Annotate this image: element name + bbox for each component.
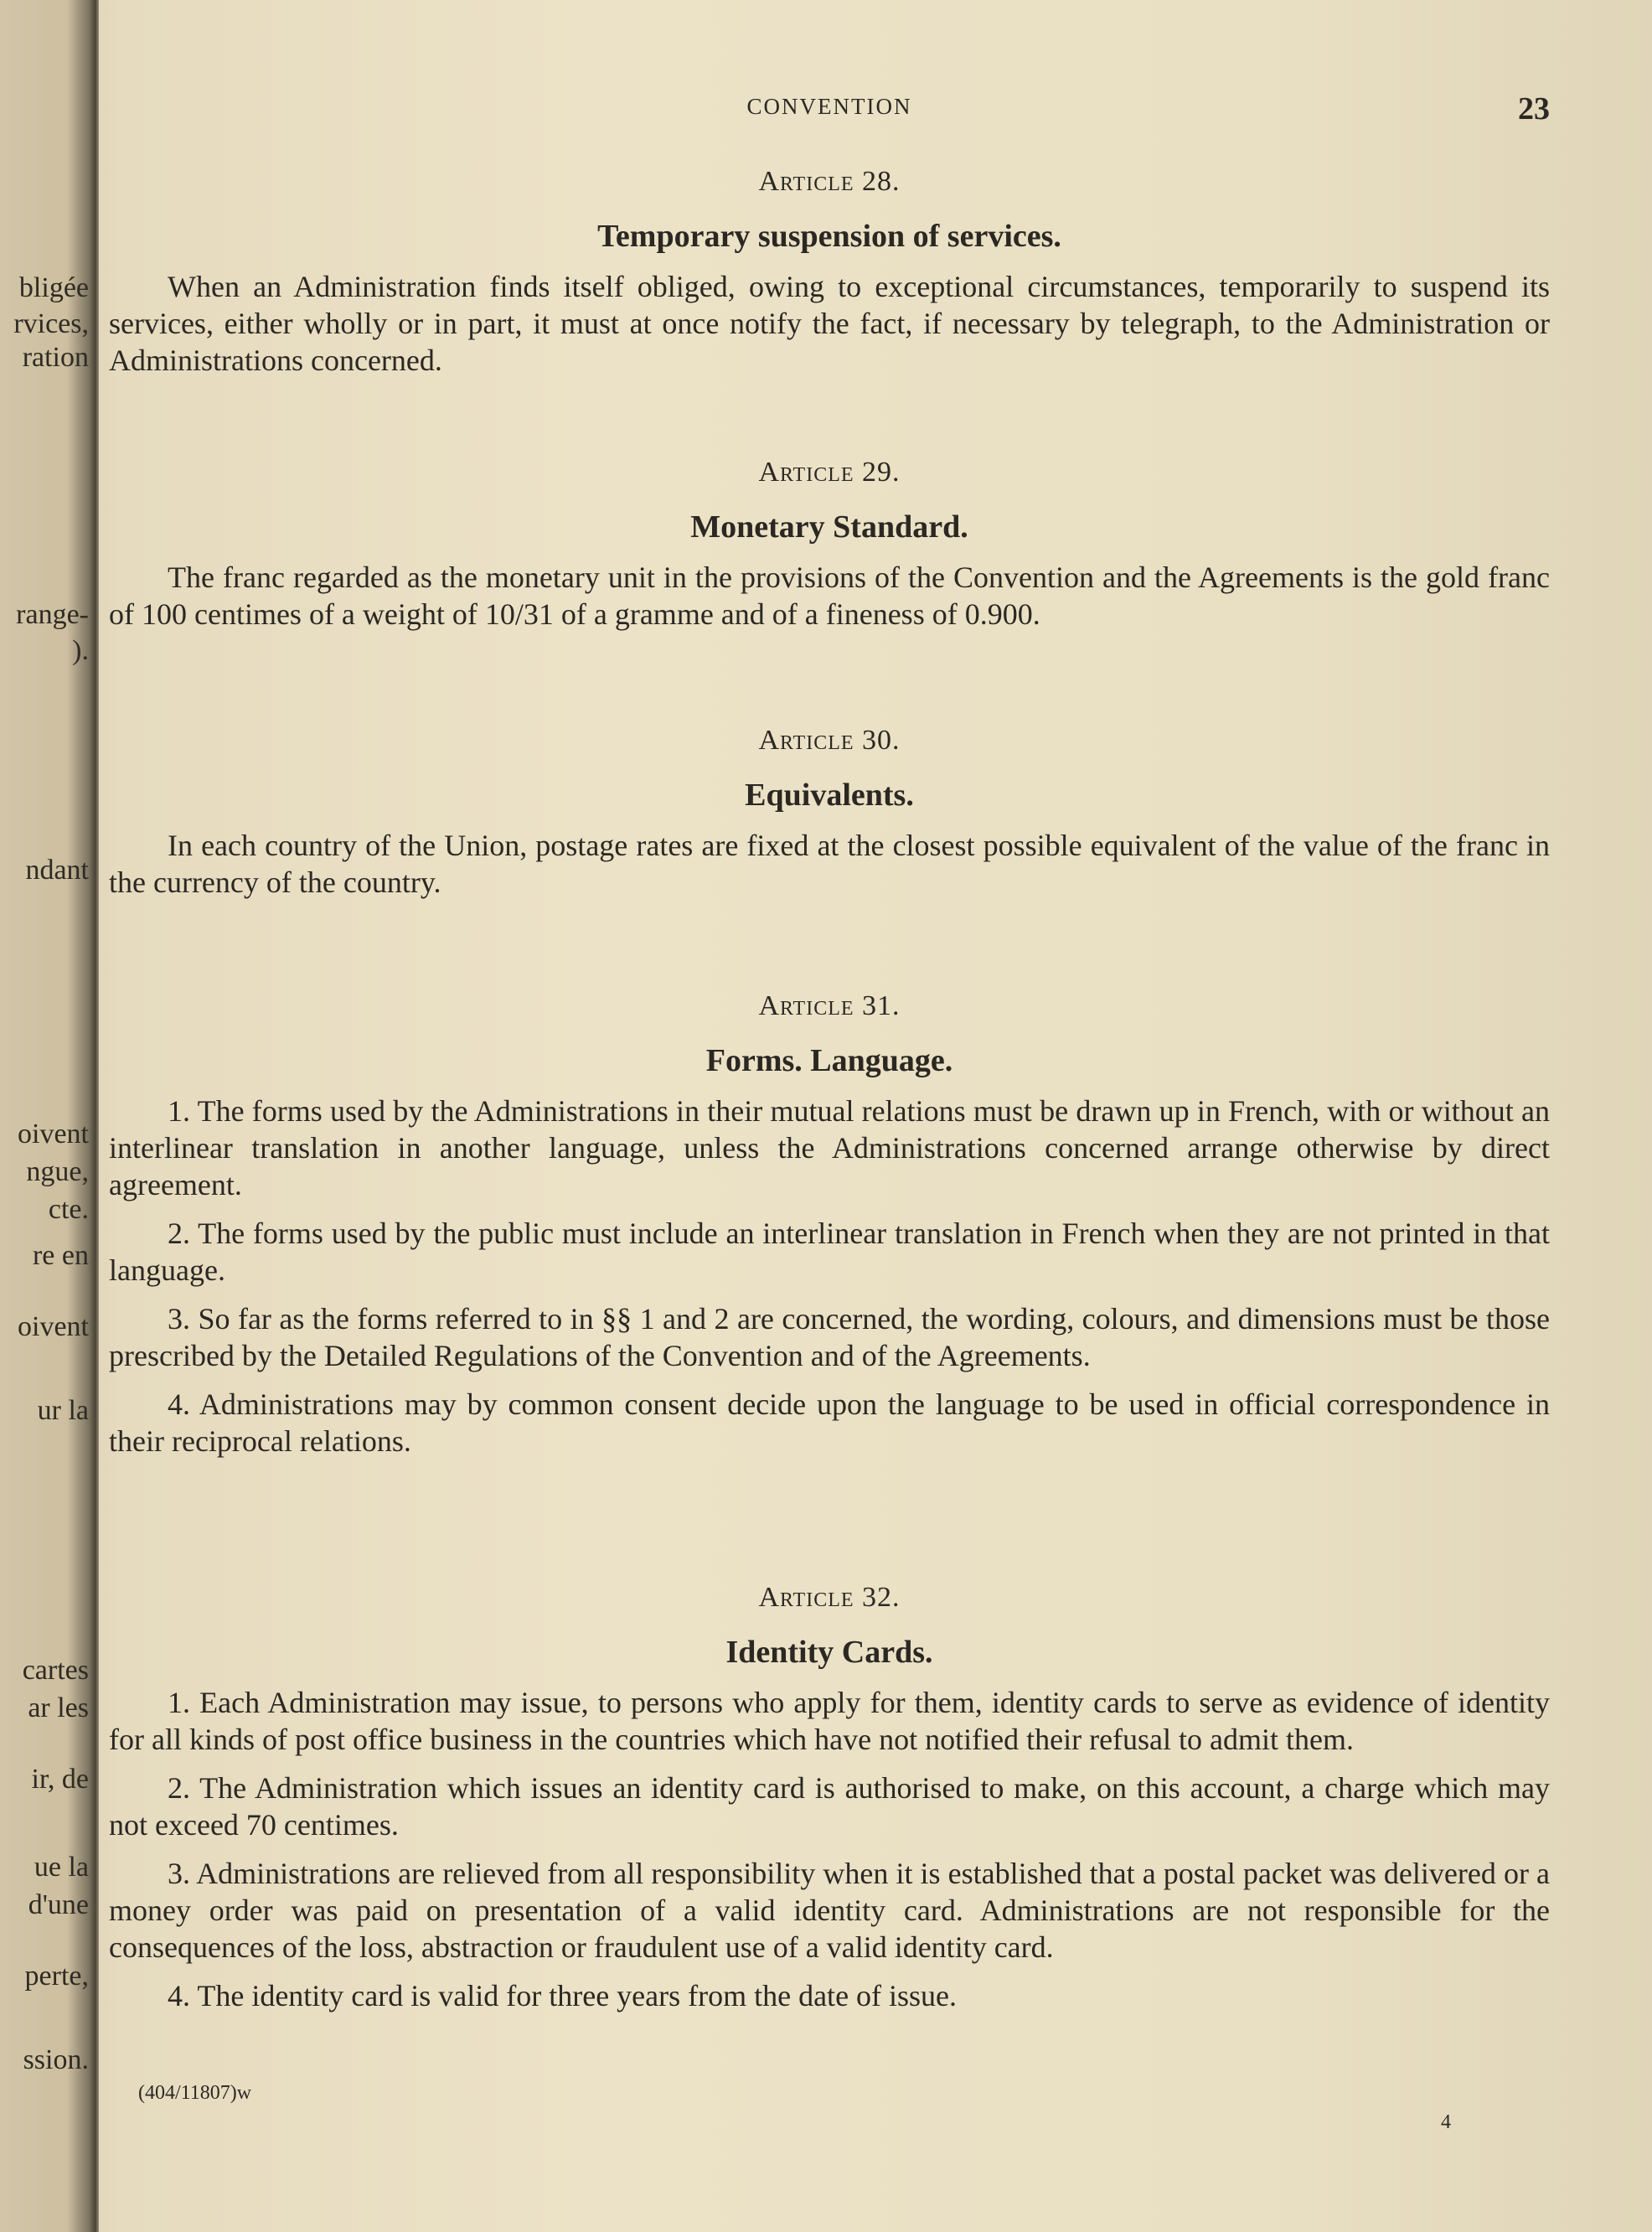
- gutter-text: range-: [16, 599, 89, 630]
- article-paragraph: 1. The forms used by the Administrations in their mutual relations must be drawn up in French, with or without an interlinear translation in another language, unless the Administrations concerned arrange otherwise by direct agreement.: [109, 1094, 1550, 1201]
- article-number: Article 31.: [758, 990, 901, 1021]
- signature-mark: 4: [1441, 2111, 1451, 2133]
- gutter-text: ).: [72, 635, 89, 666]
- gutter-text: re en: [32, 1240, 89, 1271]
- article-heading: Temporary suspension of services.: [597, 219, 1061, 254]
- gutter-text: ngue,: [26, 1156, 89, 1187]
- article-31: [109, 990, 1550, 1471]
- article-32: [109, 1582, 1550, 2026]
- article-paragraph: 4. The identity card is valid for three years from the date of issue.: [168, 1979, 958, 2012]
- gutter-text: oivent: [18, 1119, 89, 1150]
- gutter-text: ration: [22, 342, 89, 373]
- article-number: Article 28.: [758, 166, 901, 197]
- article-heading: Monetary Standard.: [690, 509, 968, 545]
- article-paragraph: 3. So far as the forms referred to in §§ 1 and 2 are concerned, the wording, colours, and dimensions must be those prescribed by the Detailed Regulations of the Convention and of the Agreements.: [109, 1302, 1550, 1372]
- gutter-text: cte.: [48, 1194, 89, 1225]
- article-heading: Equivalents.: [745, 778, 914, 813]
- gutter-text: ndant: [25, 855, 89, 886]
- page-header: [109, 91, 1550, 136]
- article-paragraph: 2. The Administration which issues an identity card is authorised to make, on this account, a charge which may not exceed 70 centimes.: [109, 1771, 1550, 1842]
- article-heading: Forms. Language.: [705, 1043, 953, 1078]
- article-heading: Identity Cards.: [725, 1635, 933, 1670]
- facing-page-gutter: [0, 0, 99, 2232]
- article-29: [109, 457, 1550, 644]
- article-paragraph: When an Administration finds itself obliged, owing to exceptional circumstances, temporarily to suspend its services, either wholly or in part, it must at once notify the fact, if necessary by telegraph, to the Administration or Administrations concerned.: [109, 270, 1550, 377]
- gutter-text: perte,: [24, 1961, 89, 1992]
- gutter-text: ue la: [34, 1852, 89, 1883]
- article-paragraph: 4. Administrations may by common consent decide upon the language to be used in official correspondence in their reciprocal relations.: [109, 1387, 1550, 1458]
- gutter-text: cartes: [22, 1655, 89, 1686]
- gutter-text: d'une: [28, 1889, 89, 1920]
- article-28: [109, 166, 1550, 390]
- print-code: (404/11807)w: [138, 2082, 252, 2104]
- article-number: Article 32.: [758, 1582, 901, 1613]
- article-number: Article 29.: [758, 457, 901, 488]
- gutter-text: ar les: [28, 1692, 89, 1723]
- page-number: 23: [1518, 91, 1550, 127]
- article-paragraph: 3. Administrations are relieved from all responsibility when it is established that a postal packet was delivered or a money order was paid on presentation of a valid identity card. Administrations are not responsible for the consequences of the loss, abstraction or fraudulent use of a valid identity card.: [109, 1857, 1550, 1964]
- article-paragraph: In each country of the Union, postage rates are fixed at the closest possible equivalent of the value of the franc in the currency of the country.: [109, 829, 1550, 899]
- article-paragraph: 1. Each Administration may issue, to persons who apply for them, identity cards to serve as evidence of identity for all kinds of post office business in the countries which have not notified their refusal to admit them.: [109, 1686, 1550, 1756]
- article-paragraph: The franc regarded as the monetary unit in the provisions of the Convention and the Agreements is the gold franc of 100 centimes of a weight of 10/31 of a gramme and of a fineness of 0.900.: [109, 561, 1550, 631]
- gutter-text: ur la: [37, 1395, 89, 1426]
- gutter-text: bligée: [18, 272, 89, 303]
- gutter-text: rvices,: [13, 308, 89, 339]
- gutter-text: ir, de: [31, 1764, 89, 1795]
- article-number: Article 30.: [758, 725, 901, 756]
- running-title: CONVENTION: [746, 94, 912, 119]
- gutter-text: oivent: [18, 1311, 89, 1342]
- gutter-text: ssion.: [23, 2044, 89, 2075]
- article-paragraph: 2. The forms used by the public must include an interlinear translation in French when they are not printed in that language.: [109, 1217, 1550, 1287]
- article-30: [109, 725, 1550, 912]
